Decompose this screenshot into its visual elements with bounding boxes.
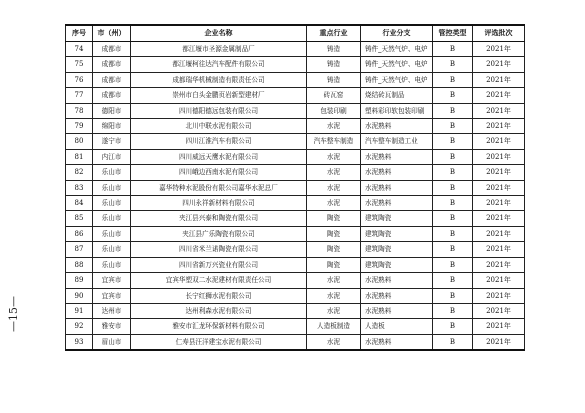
cell-city: 宜宾市 [93, 273, 131, 288]
table-header-row [66, 25, 525, 42]
cell-branch: 铸件_天然气炉、电炉 [361, 72, 433, 87]
cell-batch: 2021年 [473, 211, 525, 226]
cell-city: 成都市 [93, 72, 131, 87]
cell-industry: 水泥 [307, 196, 361, 211]
cell-branch: 水泥熟料 [361, 303, 433, 318]
cell-batch: 2021年 [473, 119, 525, 134]
cell-city: 遂宁市 [93, 134, 131, 149]
cell-batch: 2021年 [473, 57, 525, 72]
cell-control-type: B [433, 42, 473, 57]
cell-seq: 82 [66, 165, 93, 180]
cell-industry: 水泥 [307, 180, 361, 195]
cell-branch: 人造板 [361, 319, 433, 334]
header-industry: 重点行业 [307, 25, 361, 42]
cell-city: 绵阳市 [93, 119, 131, 134]
cell-control-type: B [433, 211, 473, 226]
cell-batch: 2021年 [473, 226, 525, 241]
cell-company: 都江堰市圣源金属制品厂 [131, 42, 307, 57]
table-row [66, 273, 525, 288]
cell-control-type: B [433, 180, 473, 195]
cell-seq: 79 [66, 119, 93, 134]
cell-company: 四川峨边西南水泥有限公司 [131, 165, 307, 180]
cell-seq: 90 [66, 288, 93, 303]
cell-seq: 77 [66, 88, 93, 103]
table-row [66, 72, 525, 87]
header-city: 市（州） [93, 25, 131, 42]
table-row [66, 103, 525, 118]
cell-city: 乐山市 [93, 226, 131, 241]
cell-company: 四川省米兰诺陶瓷有限公司 [131, 242, 307, 257]
cell-industry: 铸造 [307, 72, 361, 87]
table-row [66, 119, 525, 134]
cell-industry: 陶瓷 [307, 242, 361, 257]
cell-branch: 建筑陶瓷 [361, 211, 433, 226]
header-batch: 评选批次 [473, 25, 525, 42]
table-row [66, 134, 525, 149]
cell-company: 长宁红狮水泥有限公司 [131, 288, 307, 303]
cell-control-type: B [433, 72, 473, 87]
cell-city: 乐山市 [93, 257, 131, 272]
cell-seq: 74 [66, 42, 93, 57]
cell-company: 四川威远天鹰水泥有限公司 [131, 149, 307, 164]
cell-branch: 塑料彩印软包装印刷 [361, 103, 433, 118]
cell-company: 成都瑞华机械制造有限责任公司 [131, 72, 307, 87]
cell-batch: 2021年 [473, 180, 525, 195]
cell-batch: 2021年 [473, 273, 525, 288]
cell-company: 夹江县广乐陶瓷有限公司 [131, 226, 307, 241]
cell-branch: 水泥熟料 [361, 288, 433, 303]
table-row [66, 42, 525, 57]
cell-company: 四川省新万兴瓷业有限公司 [131, 257, 307, 272]
table-row [66, 319, 525, 334]
page-number: —15— [7, 296, 20, 332]
cell-city: 乐山市 [93, 165, 131, 180]
cell-batch: 2021年 [473, 334, 525, 350]
cell-company: 四川江淮汽车有限公司 [131, 134, 307, 149]
cell-branch: 水泥熟料 [361, 334, 433, 350]
cell-industry: 铸造 [307, 42, 361, 57]
cell-city: 乐山市 [93, 242, 131, 257]
cell-batch: 2021年 [473, 88, 525, 103]
table-row [66, 226, 525, 241]
cell-batch: 2021年 [473, 288, 525, 303]
cell-industry: 陶瓷 [307, 226, 361, 241]
cell-branch: 建筑陶瓷 [361, 257, 433, 272]
cell-industry: 陶瓷 [307, 211, 361, 226]
cell-batch: 2021年 [473, 165, 525, 180]
cell-batch: 2021年 [473, 319, 525, 334]
cell-seq: 91 [66, 303, 93, 318]
cell-control-type: B [433, 334, 473, 350]
cell-seq: 84 [66, 196, 93, 211]
cell-seq: 75 [66, 57, 93, 72]
table-row [66, 196, 525, 211]
cell-branch: 铸件_天然气炉、电炉 [361, 57, 433, 72]
table-row [66, 242, 525, 257]
cell-seq: 85 [66, 211, 93, 226]
cell-city: 眉山市 [93, 334, 131, 350]
header-seq: 序号 [66, 25, 93, 42]
cell-branch: 水泥熟料 [361, 196, 433, 211]
cell-industry: 水泥 [307, 303, 361, 318]
table-row [66, 149, 525, 164]
cell-control-type: B [433, 103, 473, 118]
cell-city: 成都市 [93, 88, 131, 103]
header-company: 企业名称 [131, 25, 307, 42]
cell-control-type: B [433, 226, 473, 241]
cell-control-type: B [433, 57, 473, 72]
cell-company: 仁寿县汪洋建宝水泥有限公司 [131, 334, 307, 350]
cell-branch: 水泥熟料 [361, 273, 433, 288]
cell-industry: 人造板制造 [307, 319, 361, 334]
cell-seq: 83 [66, 180, 93, 195]
cell-industry: 水泥 [307, 288, 361, 303]
cell-industry: 水泥 [307, 273, 361, 288]
cell-industry: 水泥 [307, 334, 361, 350]
header-control-type: 管控类型 [433, 25, 473, 42]
cell-branch: 水泥熟料 [361, 149, 433, 164]
cell-batch: 2021年 [473, 257, 525, 272]
cell-branch: 水泥熟料 [361, 180, 433, 195]
cell-company: 四川德阳德远包装有限公司 [131, 103, 307, 118]
cell-city: 宜宾市 [93, 288, 131, 303]
cell-branch: 建筑陶瓷 [361, 242, 433, 257]
cell-seq: 89 [66, 273, 93, 288]
cell-city: 达州市 [93, 303, 131, 318]
cell-city: 乐山市 [93, 180, 131, 195]
table-row [66, 211, 525, 226]
cell-industry: 砖瓦窑 [307, 88, 361, 103]
table-row [66, 303, 525, 318]
cell-company: 嘉华特种水泥股份有限公司嘉华水泥总厂 [131, 180, 307, 195]
cell-batch: 2021年 [473, 134, 525, 149]
table-row [66, 288, 525, 303]
cell-control-type: B [433, 242, 473, 257]
cell-batch: 2021年 [473, 42, 525, 57]
cell-seq: 81 [66, 149, 93, 164]
table-row [66, 180, 525, 195]
cell-branch: 水泥熟料 [361, 119, 433, 134]
cell-control-type: B [433, 149, 473, 164]
table-row [66, 257, 525, 272]
cell-control-type: B [433, 119, 473, 134]
cell-seq: 88 [66, 257, 93, 272]
cell-city: 雅安市 [93, 319, 131, 334]
cell-branch: 水泥熟料 [361, 165, 433, 180]
cell-control-type: B [433, 196, 473, 211]
table-row [66, 334, 525, 350]
cell-city: 乐山市 [93, 196, 131, 211]
cell-company: 北川中联水泥有限公司 [131, 119, 307, 134]
cell-industry: 水泥 [307, 119, 361, 134]
cell-company: 四川永祥新材料有限公司 [131, 196, 307, 211]
cell-control-type: B [433, 88, 473, 103]
enterprise-table [65, 24, 525, 351]
cell-batch: 2021年 [473, 149, 525, 164]
cell-branch: 汽车整车制造工业 [361, 134, 433, 149]
cell-seq: 93 [66, 334, 93, 350]
cell-company: 都江堰柯往达汽车配件有限公司 [131, 57, 307, 72]
cell-batch: 2021年 [473, 103, 525, 118]
cell-seq: 86 [66, 226, 93, 241]
cell-batch: 2021年 [473, 242, 525, 257]
cell-industry: 水泥 [307, 165, 361, 180]
cell-control-type: B [433, 273, 473, 288]
cell-industry: 陶瓷 [307, 257, 361, 272]
cell-city: 乐山市 [93, 211, 131, 226]
header-branch: 行业分支 [361, 25, 433, 42]
cell-company: 宜宾华塑双二水泥建材有限责任公司 [131, 273, 307, 288]
cell-company: 夹江县兴泰和陶瓷有限公司 [131, 211, 307, 226]
cell-batch: 2021年 [473, 72, 525, 87]
cell-seq: 92 [66, 319, 93, 334]
cell-control-type: B [433, 257, 473, 272]
cell-control-type: B [433, 288, 473, 303]
cell-control-type: B [433, 165, 473, 180]
cell-industry: 铸造 [307, 57, 361, 72]
cell-industry: 包装印刷 [307, 103, 361, 118]
cell-branch: 烧结砖瓦制品 [361, 88, 433, 103]
cell-control-type: B [433, 319, 473, 334]
cell-control-type: B [433, 303, 473, 318]
cell-batch: 2021年 [473, 303, 525, 318]
cell-company: 雅安市汇龙环保新材料有限公司 [131, 319, 307, 334]
cell-seq: 80 [66, 134, 93, 149]
cell-seq: 78 [66, 103, 93, 118]
cell-industry: 汽车整车制造 [307, 134, 361, 149]
cell-batch: 2021年 [473, 196, 525, 211]
table-row [66, 165, 525, 180]
cell-branch: 建筑陶瓷 [361, 226, 433, 241]
cell-city: 内江市 [93, 149, 131, 164]
table-row [66, 88, 525, 103]
cell-branch: 铸件_天然气炉、电炉 [361, 42, 433, 57]
cell-company: 达州利森水泥有限公司 [131, 303, 307, 318]
cell-seq: 87 [66, 242, 93, 257]
cell-city: 成都市 [93, 42, 131, 57]
cell-company: 崇州市白头金鹏页岩新型建材厂 [131, 88, 307, 103]
cell-industry: 水泥 [307, 149, 361, 164]
cell-city: 成都市 [93, 57, 131, 72]
table-row [66, 57, 525, 72]
cell-city: 德阳市 [93, 103, 131, 118]
cell-seq: 76 [66, 72, 93, 87]
cell-control-type: B [433, 134, 473, 149]
